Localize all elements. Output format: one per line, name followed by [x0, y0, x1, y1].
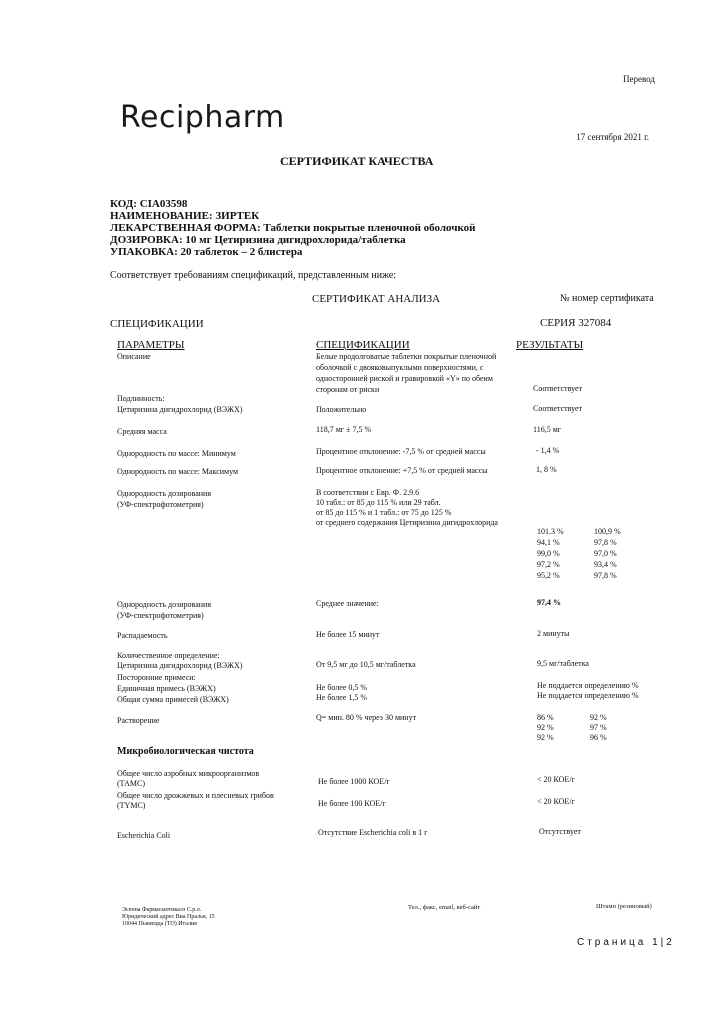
spec-description-1: Белые продолговатые таблетки покрытые пленочной — [316, 352, 497, 361]
micro-tymc-result: < 20 КОЕ/г — [537, 797, 575, 806]
spec-description-3: односторонней риской и гравировкой «Y» по обеим — [316, 374, 493, 383]
recipharm-logo: Recipharm — [120, 100, 285, 135]
micro-ecoli-spec: Отсутствие Escherichia coli в 1 г — [318, 828, 428, 837]
footer-contacts: Тел., факс, email, веб-сайт — [408, 904, 481, 911]
param-assay-1: Количественное определение: — [117, 651, 220, 660]
spec-dose-mean: Среднее значение: — [316, 599, 379, 608]
diss-result-c1-1: 92 % — [537, 723, 554, 732]
result-description: Соответствует — [533, 384, 583, 393]
param-avg-mass: Средняя масса — [117, 427, 167, 436]
param-impurities-3: Общая сумма примесей (ВЭЖХ) — [117, 695, 229, 704]
page-title: СЕРТИФИКАТ КАЧЕСТВА — [280, 154, 434, 168]
document-date: 17 сентября 2021 г. — [576, 132, 649, 142]
spec-mass-max: Процентное отклонение: +7,5 % от средней массы — [316, 466, 488, 475]
result-assay: 9,5 мг/таблетка — [537, 659, 589, 668]
micro-ecoli: Escherichia Coli — [117, 831, 171, 840]
micro-tamc-spec: Не более 1000 КОЕ/г — [318, 777, 390, 786]
micro-ecoli-result: Отсутствует — [539, 827, 581, 836]
dose-result-c1-4: 95,2 % — [537, 571, 560, 580]
analysis-title: СЕРТИФИКАТ АНАЛИЗА — [312, 293, 441, 305]
dose-result-c1-0: 101.3 % — [537, 527, 564, 536]
diss-result-c1-2: 92 % — [537, 733, 554, 742]
micro-tymc-spec: Не более 100 КОЕ/г — [318, 799, 386, 808]
spec-mass-min: Процентное отклонение: -7,5 % от средней массы — [316, 447, 486, 456]
param-mass-min: Однородность по массе: Минимум — [117, 449, 236, 458]
dose-result-c1-3: 97,2 % — [537, 560, 560, 569]
footer-company-2: Юридический адрес Виа Пралья, 15 — [122, 914, 215, 920]
product-dosage: ДОЗИРОВКА: 10 мг Цетиризина дигидрохлорида/таблетка — [110, 234, 406, 246]
product-name: НАИМЕНОВАНИЕ: ЗИРТЕК — [110, 210, 260, 222]
result-impurities-2: Не поддается определению % — [537, 691, 639, 700]
dose-result-c1-1: 94,1 % — [537, 538, 560, 547]
series-label — [540, 317, 611, 329]
specifications-label: СПЕЦИФИКАЦИИ — [110, 318, 204, 330]
series-label-text: СЕРИЯ — [540, 317, 576, 329]
spec-dose-uniformity-1: В соответствии с Евр. Ф. 2.9.6 — [316, 488, 420, 497]
micro-tymc-1: Общее число дрожжевых и плесневых грибов — [117, 791, 274, 800]
param-disintegration: Распадаемость — [117, 631, 168, 640]
spec-dose-uniformity-3: от 85 до 115 % и 1 табл.: от 75 до 125 % — [316, 508, 452, 517]
spec-assay: От 9,5 мг до 10,5 мг/таблетка — [316, 660, 416, 669]
dose-result-c2-3: 93,4 % — [594, 560, 617, 569]
spec-dose-uniformity-2: 10 табл.: от 85 до 115 % или 29 табл. — [316, 498, 441, 507]
translation-label: Перевод — [623, 74, 655, 84]
spec-identity: Положительно — [316, 405, 367, 414]
diss-result-c1-0: 86 % — [537, 713, 554, 722]
param-dissolution: Растворение — [117, 716, 160, 725]
result-mass-min: - 1,4 % — [536, 446, 560, 455]
micro-tamc-2: (ТАМС) — [117, 779, 146, 788]
param-dose-mean-2: (УФ-спектрофотометрия) — [117, 611, 204, 620]
result-dose-mean: 97,4 % — [537, 598, 561, 607]
dose-result-c2-4: 97,8 % — [594, 571, 617, 580]
compliance-text: Соответствует требованиям спецификаций, представленным ниже: — [110, 270, 397, 281]
spec-description-4: сторонам от риски — [316, 385, 380, 394]
dose-result-c1-2: 99,0 % — [537, 549, 560, 558]
micro-tamc-1: Общее число аэробных микроорганизмов — [117, 769, 260, 778]
spec-description-2: оболочкой с двояковыпуклыми поверхностями, с — [316, 363, 484, 372]
spec-impurities-1: Не более 0,5 % — [316, 683, 368, 692]
param-dose-mean-1: Однородность дозирования — [117, 600, 212, 609]
header-parameters: ПАРАМЕТРЫ — [117, 339, 185, 351]
micro-tymc-2: (ТYМС) — [117, 801, 146, 810]
param-dose-uniformity-2: (УФ-спектрофотометрия) — [117, 500, 204, 509]
dose-result-c2-0: 100,9 % — [594, 527, 621, 536]
param-identity-2: Цетиризина дигидрохлорид (ВЭЖХ) — [117, 405, 243, 414]
header-results: РЕЗУЛЬТАТЫ — [516, 339, 584, 351]
dose-result-c2-1: 97,8 % — [594, 538, 617, 547]
param-impurities-2: Единичная примесь (ВЭЖХ) — [117, 684, 216, 693]
param-mass-max: Однородность по массе: Максимум — [117, 467, 239, 476]
param-identity-1: Подлинность: — [117, 394, 165, 403]
footer-stamp: Штамп (резиновый) — [596, 903, 652, 910]
dose-result-c2-2: 97,0 % — [594, 549, 617, 558]
footer-company-3: 10044 Пьянецца (ТО) Италия — [122, 921, 197, 927]
spec-impurities-2: Не более 1,5 % — [316, 693, 368, 702]
param-assay-2: Цетиризина дигидрохлорид (ВЭЖХ) — [117, 661, 243, 670]
product-form: ЛЕКАРСТВЕННАЯ ФОРМА: Таблетки покрытые пленочной оболочкой — [110, 222, 476, 234]
spec-dose-uniformity-4: от среднего содержания Цетиризина дигидрохлорида — [316, 518, 498, 527]
result-disintegration: 2 минуты — [537, 629, 570, 638]
param-description: Описание — [117, 352, 151, 361]
product-package: УПАКОВКА: 20 таблеток – 2 блистера — [110, 246, 303, 258]
result-impurities-1: Не поддается определению % — [537, 681, 639, 690]
spec-avg-mass: 118,7 мг ± 7,5 % — [316, 425, 372, 434]
page-number: Страница 1|2 — [577, 937, 675, 948]
product-code: КОД: CIA03598 — [110, 198, 188, 210]
diss-result-c2-0: 92 % — [590, 713, 607, 722]
param-impurities-1: Посторонние примеси: — [117, 673, 196, 682]
diss-result-c2-2: 96 % — [590, 733, 607, 742]
diss-result-c2-1: 97 % — [590, 723, 607, 732]
result-identity: Соответствует — [533, 404, 583, 413]
micro-tamc-result: < 20 КОЕ/г — [537, 775, 575, 784]
result-avg-mass: 116,5 мг — [533, 425, 562, 434]
footer-company-1: Эсенна Фармасьютикалз С.р.л. — [122, 907, 202, 913]
header-specifications: СПЕЦИФИКАЦИИ — [316, 339, 410, 351]
certificate-number-label: № номер сертификата — [560, 293, 654, 304]
result-mass-max: 1, 8 % — [536, 465, 557, 474]
spec-disintegration: Не более 15 минут — [316, 630, 380, 639]
param-dose-uniformity-1: Однородность дозирования — [117, 489, 212, 498]
series-value: 327084 — [578, 317, 612, 329]
micro-heading: Микробиологическая чистота — [117, 746, 254, 757]
spec-dissolution: Q= мин. 80 % через 30 минут — [316, 713, 417, 722]
